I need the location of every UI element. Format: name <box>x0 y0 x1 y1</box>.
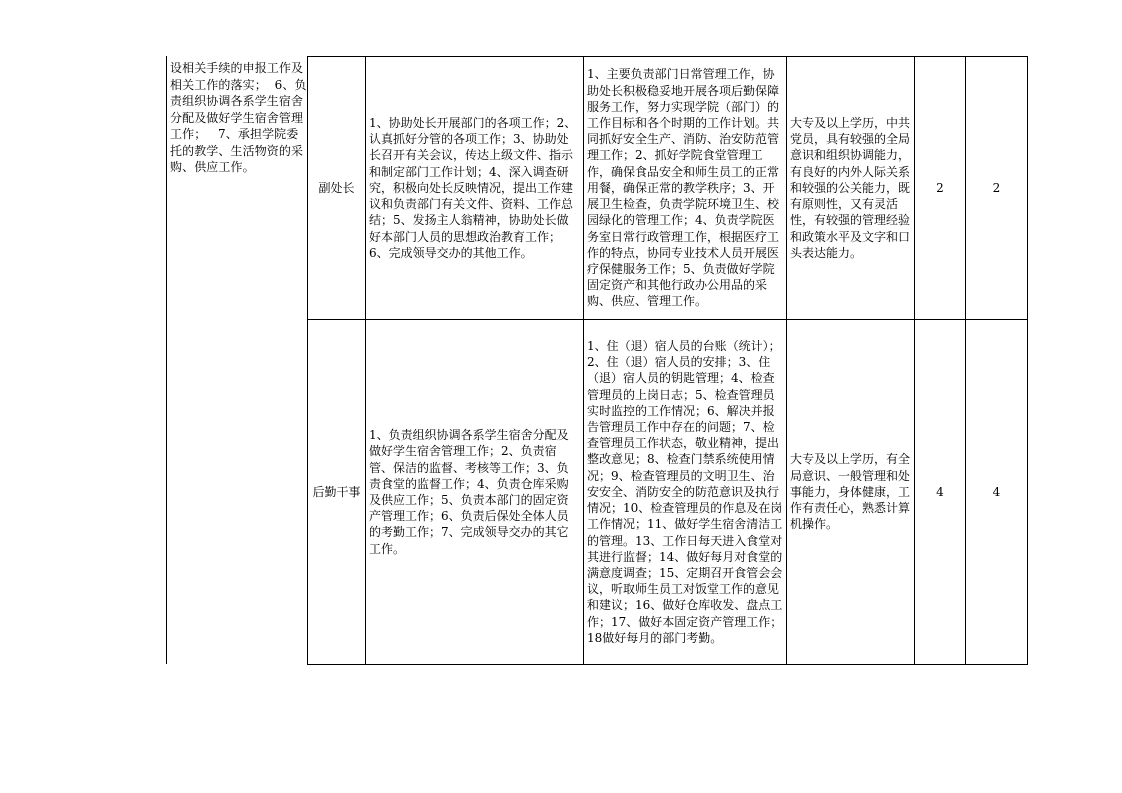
position-main-tasks: 1、住（退）宿人员的台账（统计）；2、住（退）宿人员的安排；3、住（退）宿人员的钥匙管理；4、检查管理员的上岗日志；5、检查管理员实时监控的工作情况；6、解决并报告管理员工作中存在的问题；7、检查管理员工作状态，敬业精神，提出整改意见；8、检查门禁系统使用情况；9、检查管理员的文明卫生、治安安全、消防安全的防范意识及执行情况；10、检查管理员的作息及在岗工作情况；11、做好学生宿舍清洁工的管理。13、工作日每天进入食堂对其进行监督；14、做好每月对食堂的满意度调查；15、定期召开食管会会议，听取师生员工对饭堂工作的意见和建议；16、做好仓库收发、盘点工作；17、做好本固定资产管理工作；18做好每月的部门考勤。 <box>584 320 787 665</box>
position-count-a: 4 <box>915 320 966 665</box>
position-duties: 1、负责组织协调各系学生宿舍分配及做好学生宿舍管理工作；2、负责宿管、保洁的监督、考核等工作；3、负责食堂的监督工作；4、负责仓库采购及供应工作；5、负责本部门的固定资产管理工作；6、负责后保处全体人员的考勤工作；7、完成领导交办的其它工作。 <box>366 320 584 665</box>
position-name: 副处长 <box>308 57 366 320</box>
position-duties: 1、协助处长开展部门的各项工作；2、认真抓好分管的各项工作；3、协助处长召开有关会议，传达上级文件、指示和制定部门工作计划；4、深入调查研究，积极向处长反映情况，提出工作建议和负责部门有关文件、资料、工作总结；5、发扬主人翁精神，协助处长做好本部门人员的思想政治教育工作；6、完成领导交办的其他工作。 <box>366 57 584 320</box>
position-main-tasks: 1、主要负责部门日常管理工作，协助处长积极稳妥地开展各项后勤保障服务工作，努力实现学院（部门）的工作目标和各个时期的工作计划。共同抓好安全生产、消防、治安防范管理工作；2、抓好学院食堂管理工作，确保食品安全和师生员工的正常用餐，确保正常的教学秩序；3、开展卫生检查，负责学院环境卫生、校园绿化的管理工作；4、负责学院医务室日常行政管理工作，根据医疗工作的特点，协同专业技术人员开展医疗保健服务工作；5、负责做好学院固定资产和其他行政办公用品的采购、供应、管理工作。 <box>584 57 787 320</box>
position-name: 后勤干事 <box>308 320 366 665</box>
position-qualifications: 大专及以上学历，有全局意识、一般管理和处事能力，身体健康，工作有责任心，熟悉计算机操作。 <box>787 320 915 665</box>
position-count-b: 4 <box>966 320 1028 665</box>
table-row <box>308 57 1028 320</box>
department-duties-column <box>166 56 306 664</box>
position-qualifications: 大专及以上学历，中共党员，具有较强的全局意识和组织协调能力，有良好的内外人际关系和较强的公关能力，既有原则性，又有灵活性，有较强的管理经验和政策水平及文字和口头表达能力。 <box>787 57 915 320</box>
table-row <box>308 320 1028 665</box>
department-duties-text: 设相关手续的申报工作及相关工作的落实； 6、负责组织协调各系学生宿舍分配及做好学生宿舍管理工作； 7、承担学院委托的教学、生活物资的采购、供应工作。 <box>170 61 307 174</box>
position-count-b: 2 <box>966 57 1028 320</box>
position-table <box>307 56 1028 665</box>
position-count-a: 2 <box>915 57 966 320</box>
